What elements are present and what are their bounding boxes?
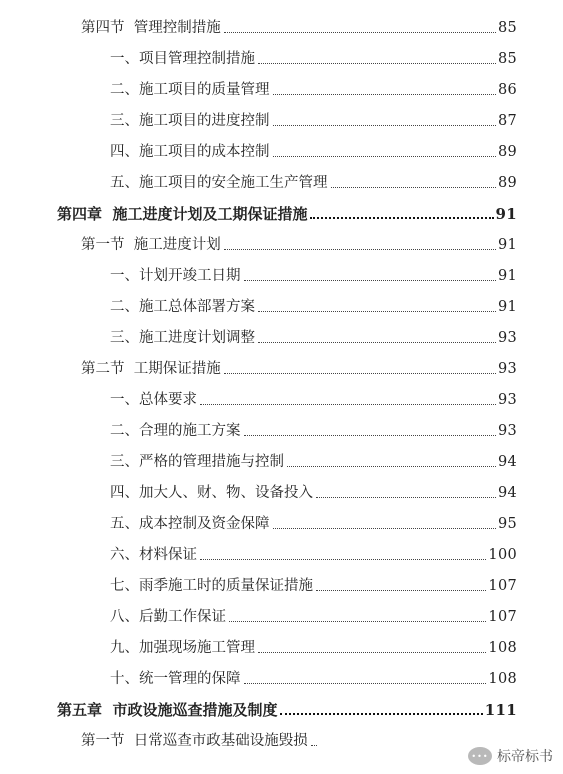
toc-item-row <box>0 169 563 193</box>
toc-entry-label: 第一节 施工进度计划 <box>81 237 221 253</box>
toc-dot-leader <box>273 155 496 157</box>
toc-dot-leader <box>244 279 496 281</box>
watermark-text: 标帝标书 <box>497 749 553 765</box>
toc-entry-label: 十、统一管理的保障 <box>110 671 241 687</box>
toc-page-number: 94 <box>497 454 517 470</box>
toc-section-row <box>0 14 563 38</box>
toc-dot-leader <box>229 620 486 622</box>
toc-entry-label: 二、施工总体部署方案 <box>110 299 255 315</box>
toc-entry-label: 一、总体要求 <box>110 392 197 408</box>
toc-entry-label: 第五章 市政设施巡查措施及制度 <box>57 701 278 719</box>
toc-dot-leader <box>224 372 496 374</box>
toc-item-row <box>0 45 563 69</box>
toc-item-row <box>0 138 563 162</box>
toc-entry-label: 四、加大人、财、物、设备投入 <box>110 485 313 501</box>
toc-item-row <box>0 107 563 131</box>
toc-dot-leader <box>224 248 496 250</box>
toc-dot-leader <box>310 216 493 219</box>
toc-entry-label: 七、雨季施工时的质量保证措施 <box>110 578 313 594</box>
toc-page-number: 107 <box>488 609 517 625</box>
toc-page-number: 95 <box>497 516 517 532</box>
toc-section-row <box>0 355 563 379</box>
toc-entry-label: 三、严格的管理措施与控制 <box>110 454 284 470</box>
toc-page-number: 85 <box>497 51 517 67</box>
toc-item-row <box>0 603 563 627</box>
toc-page-number: 94 <box>497 485 517 501</box>
toc-entry-label: 五、成本控制及资金保障 <box>110 516 270 532</box>
toc-entry-label: 第一节 日常巡查市政基础设施毁损 <box>81 733 308 749</box>
toc-dot-leader <box>273 124 496 126</box>
toc-chapter-row <box>0 696 563 720</box>
toc-entry-label: 二、施工项目的质量管理 <box>110 82 270 98</box>
toc-item-row <box>0 324 563 348</box>
toc-dot-leader <box>244 682 487 684</box>
toc-dot-leader <box>273 93 496 95</box>
toc-dot-leader <box>258 310 496 312</box>
toc-page-number: 91 <box>495 205 517 223</box>
toc-entry-label: 三、施工项目的进度控制 <box>110 113 270 129</box>
toc-page-number: 108 <box>488 640 517 656</box>
toc-dot-leader <box>311 744 317 746</box>
toc-item-row <box>0 262 563 286</box>
toc-item-row <box>0 510 563 534</box>
toc-entry-label: 第四章 施工进度计划及工期保证措施 <box>57 205 308 223</box>
toc-item-row <box>0 76 563 100</box>
toc-entry-label: 六、材料保证 <box>110 547 197 563</box>
wechat-icon: ••• <box>468 747 492 765</box>
toc-page-number: 93 <box>497 361 517 377</box>
toc-dot-leader <box>316 496 496 498</box>
toc-item-row <box>0 293 563 317</box>
toc-dot-leader <box>224 31 496 33</box>
toc-page-number: 91 <box>497 299 517 315</box>
toc-entry-label: 第四节 管理控制措施 <box>81 20 221 36</box>
toc-dot-leader <box>331 186 496 188</box>
watermark <box>468 746 553 766</box>
toc-entry-label: 一、项目管理控制措施 <box>110 51 255 67</box>
toc-page-number: 93 <box>497 330 517 346</box>
toc-dot-leader <box>258 651 486 653</box>
toc-entry-label: 九、加强现场施工管理 <box>110 640 255 656</box>
toc-page-number: 85 <box>497 20 517 36</box>
toc-page-number: 86 <box>497 82 517 98</box>
toc-entry-label: 四、施工项目的成本控制 <box>110 144 270 160</box>
toc-page-number: 111 <box>484 701 517 719</box>
toc-item-row <box>0 541 563 565</box>
toc-dot-leader <box>316 589 486 591</box>
toc-chapter-row <box>0 200 563 224</box>
toc-dot-leader <box>280 712 482 715</box>
toc-page-number: 91 <box>497 237 517 253</box>
toc-dot-leader <box>258 341 496 343</box>
toc-dot-leader <box>200 558 486 560</box>
toc-item-row <box>0 386 563 410</box>
toc-item-row <box>0 417 563 441</box>
toc-item-row <box>0 572 563 596</box>
toc-item-row <box>0 479 563 503</box>
toc-page-number: 93 <box>497 392 517 408</box>
toc-entry-label: 五、施工项目的安全施工生产管理 <box>110 175 328 191</box>
toc-entry-label: 二、合理的施工方案 <box>110 423 241 439</box>
toc-entry-label: 三、施工进度计划调整 <box>110 330 255 346</box>
toc-page-number: 89 <box>497 144 517 160</box>
toc-entry-label: 八、后勤工作保证 <box>110 609 226 625</box>
toc-page-number: 87 <box>497 113 517 129</box>
toc-dot-leader <box>244 434 496 436</box>
toc-page-number: 91 <box>497 268 517 284</box>
toc-dot-leader <box>200 403 496 405</box>
toc-section-row <box>0 231 563 255</box>
toc-dot-leader <box>287 465 496 467</box>
toc-item-row <box>0 634 563 658</box>
toc-page-number: 89 <box>497 175 517 191</box>
toc-item-row <box>0 448 563 472</box>
toc-page-number: 100 <box>488 547 517 563</box>
toc-entry-label: 第二节 工期保证措施 <box>81 361 221 377</box>
toc-page-number: 107 <box>488 578 517 594</box>
toc-page-number: 108 <box>488 671 517 687</box>
toc-dot-leader <box>273 527 496 529</box>
toc-entry-label: 一、计划开竣工日期 <box>110 268 241 284</box>
toc-page-number: 93 <box>497 423 517 439</box>
toc-dot-leader <box>258 62 496 64</box>
toc-item-row <box>0 665 563 689</box>
